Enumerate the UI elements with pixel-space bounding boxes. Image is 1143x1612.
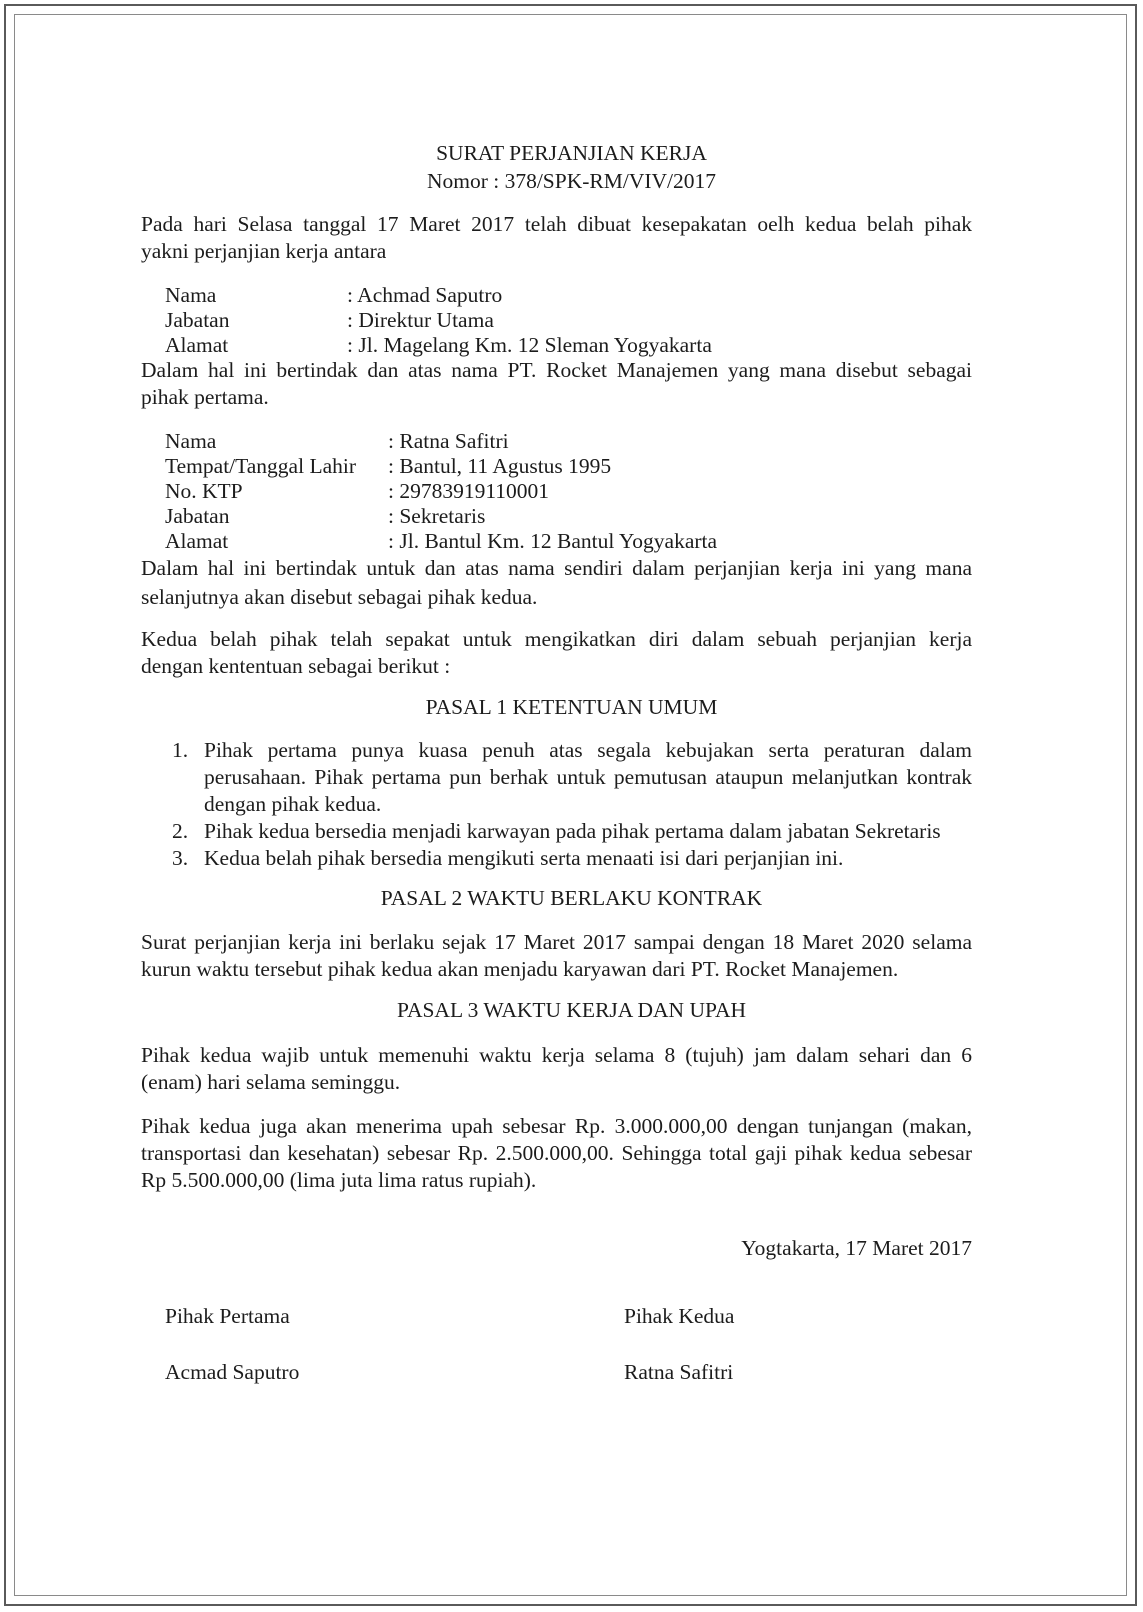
party-two-statement-line-1: Dalam hal ini bertindak untuk dan atas nama sendiri dalam perjanjian kerja ini yang mana	[141, 556, 972, 580]
document-number: Nomor : 378/SPK-RM/VIV/2017	[426, 169, 717, 193]
document-title: SURAT PERJANJIAN KERJA	[436, 141, 707, 165]
party-two-birth-label: Tempat/Tanggal Lahir	[165, 454, 357, 478]
pasal-2-line-2: kurun waktu tersebut pihak kedua akan menjadu karyawan dari PT. Rocket Manajemen.	[141, 957, 899, 981]
party-two-birth-value: : Bantul, 11 Agustus 1995	[388, 454, 612, 478]
party-one-address-label: Alamat	[165, 333, 229, 357]
pasal-3-para-2-line-3: Rp 5.500.000,00 (lima juta lima ratus rupiah).	[141, 1168, 537, 1192]
party-two-statement-line-2: selanjutnya akan disebut sebagai pihak kedua.	[141, 585, 538, 609]
party-one-address-value: : Jl. Magelang Km. 12 Sleman Yogyakarta	[347, 333, 712, 357]
pasal-1-item-1-number: 1.	[172, 738, 189, 762]
pasal-1-item-3-number: 3.	[172, 846, 189, 870]
signature-first-label: Pihak Pertama	[165, 1304, 290, 1328]
party-one-position-value: : Direktur Utama	[347, 308, 494, 332]
place-date: Yogtakarta, 17 Maret 2017	[741, 1236, 972, 1260]
pasal-2-line-1: Surat perjanjian kerja ini berlaku sejak 17 Maret 2017 sampai dengan 18 Maret 2020 selama	[141, 930, 972, 954]
party-two-ktp-label: No. KTP	[165, 479, 243, 503]
pasal-1-item-2-line-1: Pihak kedua bersedia menjadi karwayan pada pihak pertama dalam jabatan Sekretaris	[204, 819, 941, 843]
party-two-name-label: Nama	[165, 429, 217, 453]
pasal-1-item-3-line-1: Kedua belah pihak bersedia mengikuti serta menaati isi dari perjanjian ini.	[204, 846, 844, 870]
pasal-1-item-1-line-3: dengan pihak kedua.	[204, 792, 382, 816]
pasal-3-para-2-line-1: Pihak kedua juga akan menerima upah sebesar Rp. 3.000.000,00 dengan tunjangan (makan,	[141, 1114, 972, 1138]
party-two-position-label: Jabatan	[165, 504, 230, 528]
party-two-address-label: Alamat	[165, 529, 229, 553]
party-one-statement-line-1: Dalam hal ini bertindak dan atas nama PT. Rocket Manajemen yang mana disebut sebagai	[141, 358, 972, 382]
pasal-3-para-2-line-2: transportasi dan kesehatan) sebesar Rp. 2.500.000,00. Sehingga total gaji pihak kedua sebesar	[141, 1141, 972, 1165]
opening-line-1: Pada hari Selasa tanggal 17 Maret 2017 telah dibuat kesepakatan oelh kedua belah pihak	[141, 212, 972, 236]
party-one-position-label: Jabatan	[165, 308, 230, 332]
agreement-line-1: Kedua belah pihak telah sepakat untuk mengikatkan diri dalam sebuah perjanjian kerja	[141, 627, 972, 651]
pasal-1-item-2-number: 2.	[172, 819, 189, 843]
party-two-position-value: : Sekretaris	[388, 504, 486, 528]
opening-line-2: yakni perjanjian kerja antara	[141, 239, 387, 263]
party-one-name-label: Nama	[165, 283, 217, 307]
pasal-1-item-1-line-2: perusahaan. Pihak pertama pun berhak untuk pemutusan ataupun melanjutkan kontrak	[204, 765, 972, 789]
pasal-3-para-1-line-1: Pihak kedua wajib untuk memenuhi waktu kerja selama 8 (tujuh) jam dalam sehari dan 6	[141, 1043, 972, 1067]
party-one-statement-line-2: pihak pertama.	[141, 385, 269, 409]
party-two-ktp-value: : 29783919110001	[388, 479, 550, 503]
pasal-3-para-1-line-2: (enam) hari selama seminggu.	[141, 1070, 401, 1094]
party-two-address-value: : Jl. Bantul Km. 12 Bantul Yogyakarta	[388, 529, 718, 553]
pasal-1-heading: PASAL 1 KETENTUAN UMUM	[425, 695, 718, 719]
party-one-name-value: : Achmad Saputro	[347, 283, 503, 307]
party-two-name-value: : Ratna Safitri	[388, 429, 509, 453]
signature-first-name: Acmad Saputro	[165, 1360, 300, 1384]
signature-second-name: Ratna Safitri	[624, 1360, 734, 1384]
pasal-3-heading: PASAL 3 WAKTU KERJA DAN UPAH	[396, 998, 747, 1022]
signature-second-label: Pihak Kedua	[624, 1304, 735, 1328]
agreement-line-2: dengan kententuan sebagai berikut :	[141, 654, 451, 678]
pasal-1-item-1-line-1: Pihak pertama punya kuasa penuh atas segala kebujakan serta peraturan dalam	[204, 738, 972, 762]
pasal-2-heading: PASAL 2 WAKTU BERLAKU KONTRAK	[380, 886, 763, 910]
